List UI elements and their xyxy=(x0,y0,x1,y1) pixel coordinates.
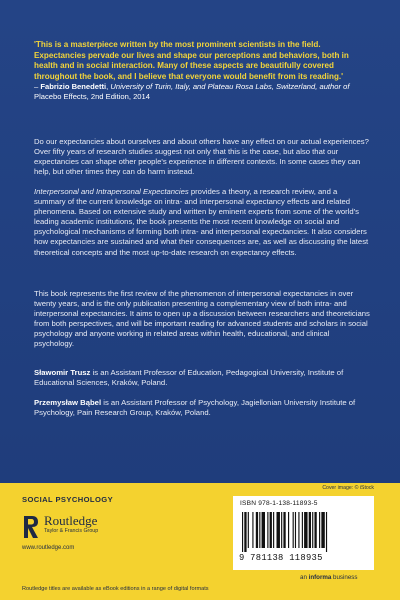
book-title: Interpersonal and Intrapersonal Expectancies xyxy=(34,187,189,196)
author-2-bio-text: is an Assistant Professor of Psychology, Jagiellonian University Institute of Psychology, Pain Research Group, Kraków, Poland. xyxy=(34,398,356,418)
endorsement-attribution: – Fabrizio Benedetti, University of Turin, Italy, and Plateau Rosa Labs, Switzerland, author of Placebo Effects, 2nd Edition, 2014 xyxy=(34,82,350,102)
author-2-bio xyxy=(34,398,370,418)
publisher-group: Taylor & Francis Group xyxy=(44,528,99,534)
endorser-book: Placebo Effects, 2nd Edition, 2014 xyxy=(34,92,150,102)
informa-business xyxy=(300,574,357,581)
publisher-name: Routledge xyxy=(44,513,98,528)
blurb-paragraph-3: This book represents the first review of the phenomenon of interpersonal expectancies in over twenty years, and is the only publication presenting a complementary view of both intra- and interpersonal expectancies. It aims to open up a discussion between researchers and theoreticians from both perspectives, and will be important reading for advanced students and scholars in social psychology and anyone working in related areas within health, educational, and clinical psychology. xyxy=(34,289,370,349)
series-label: SOCIAL PSYCHOLOGY xyxy=(22,495,114,504)
isbn-text: ISBN 978-1-138-11893-5 xyxy=(240,500,318,507)
endorser-affiliation: University of Turin, Italy, and Plateau Rosa Labs, Switzerland, author of xyxy=(110,82,350,92)
routledge-logo-icon xyxy=(22,515,40,539)
endorsement-quote: 'This is a masterpiece written by the most prominent scientists in the field. Expectancies pervade our lives and shape our perceptions and behaviors, both in health and in social interaction. Many of these aspects are beautifully covered throughout the book, and I believe that everyone would benefit from its reading.' xyxy=(34,40,349,81)
informa-prefix: an xyxy=(300,574,309,581)
blurb-paragraph-1: Do our expectancies about ourselves and about others have any effect on our actual experiences? Over fifty years of research studies suggest not only that this is the case, but also that our expectancies can shape other people's experience in different contexts. In some cases they can help, but other times they can do harm instead. xyxy=(34,137,369,177)
barcode-icon xyxy=(240,512,366,552)
informa-suffix: business xyxy=(331,574,358,581)
author-2-name: Przemysław Bąbel xyxy=(34,398,102,407)
barcode-digits: 9 781138 118935 xyxy=(239,553,323,563)
ebook-note: Routledge titles are available as eBook editions in a range of digital formats xyxy=(22,586,209,592)
author-1-name: Sławomir Trusz xyxy=(34,368,91,377)
endorsement xyxy=(34,40,370,102)
endorser-name: Fabrizio Benedetti xyxy=(40,82,107,92)
informa-brand: informa xyxy=(308,574,332,581)
author-1-bio-text: is an Assistant Professor of Education, Pedagogical University, Institute of Educational Sciences, Kraków, Poland. xyxy=(34,368,344,388)
blurb-paragraph-2 xyxy=(34,187,370,258)
attribution-dash: – xyxy=(34,82,41,92)
author-1-bio xyxy=(34,368,370,388)
cover-credit: Cover image: © iStock xyxy=(322,485,374,491)
blurb-paragraph-2-text: provides a theory, a research review, and a summary of the current knowledge on intra- and interpersonal expectancy effects and related phenomena. Based on extensive study and written by eminent experts from some of the world's leading academic institutions, the book presents the most recent knowledge on social and psychological mechanisms of forming both intra- and interpersonal expectancies. It also considers how expectancies are sustained and what their consequences are, as well as discussing the latest theoretical concepts and the most up-to-date research on expectancy effects. xyxy=(34,187,369,257)
publisher-website: www.routledge.com xyxy=(22,545,75,551)
